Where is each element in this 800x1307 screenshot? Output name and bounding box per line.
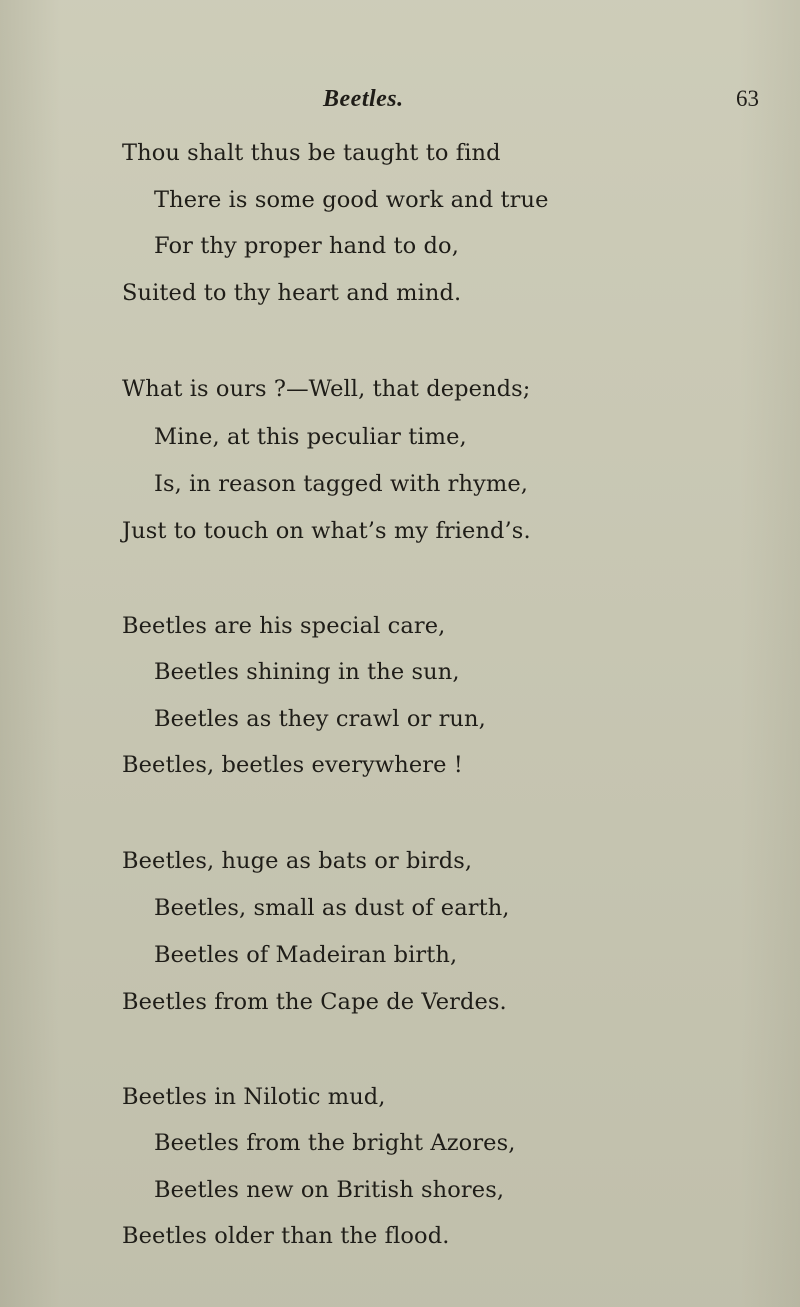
poem-line: Beetles, small as dust of earth, (154, 895, 510, 921)
poem-line: Suited to thy heart and mind. (122, 280, 462, 306)
running-head (0, 86, 800, 116)
poem-line: Thou shalt thus be taught to find (122, 140, 501, 166)
poem-line: Beetles, beetles everywhere ! (122, 752, 463, 778)
poem-line: Beetles, huge as bats or birds, (122, 848, 473, 874)
poem-line: What is ours ?—Well, that depends; (122, 376, 531, 402)
poem-line: Beetles from the bright Azores, (154, 1130, 516, 1156)
poem-line: Beetles from the Cape de Verdes. (122, 989, 507, 1015)
running-title: Beetles. (323, 86, 404, 112)
poem-line: Beetles of Madeiran birth, (154, 942, 458, 968)
poem-line: Beetles are his special care, (122, 613, 446, 639)
poem-line: Beetles in Nilotic mud, (122, 1084, 386, 1110)
poem-line: There is some good work and true (154, 187, 549, 213)
poem-line: Mine, at this peculiar time, (154, 424, 467, 450)
page-number: 63 (736, 86, 759, 111)
poem-line: Beetles as they crawl or run, (154, 706, 486, 732)
poem-line: Just to touch on what’s my friend’s. (122, 518, 531, 544)
poem-line: Is, in reason tagged with rhyme, (154, 471, 529, 497)
poem-line: Beetles older than the flood. (122, 1223, 450, 1249)
poem-line: Beetles shining in the sun, (154, 659, 460, 685)
poem-line: Beetles new on British shores, (154, 1177, 505, 1203)
poem-line: For thy proper hand to do, (154, 233, 459, 259)
